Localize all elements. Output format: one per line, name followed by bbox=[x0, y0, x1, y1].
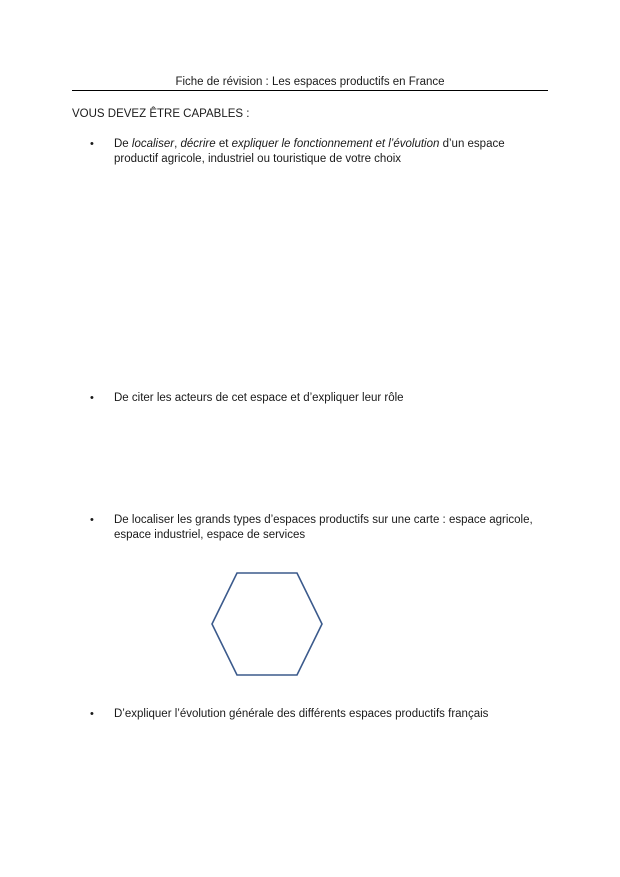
list-item-text bbox=[114, 513, 534, 543]
emphasis-text: décrire bbox=[180, 138, 216, 150]
text-run: , bbox=[174, 138, 181, 150]
list-item-text bbox=[114, 391, 534, 406]
list-item bbox=[90, 391, 510, 406]
list-item bbox=[90, 707, 510, 722]
text-run: et bbox=[215, 138, 232, 150]
bullet-dot: • bbox=[90, 708, 94, 720]
title-underline bbox=[72, 90, 548, 91]
text-run: d’un espace productif agricole, industriel ou touristique de votre choix bbox=[114, 138, 505, 165]
emphasis-text: expliquer le fonctionnement et l’évolution bbox=[231, 138, 440, 150]
text-run: De localiser les grands types d’espaces productifs sur une carte : espace agricole, espace industriel, espace de services bbox=[114, 514, 533, 541]
text-run: De bbox=[114, 138, 132, 150]
section-heading: VOUS DEVEZ ÊTRE CAPABLES : bbox=[72, 108, 250, 120]
list-item bbox=[90, 137, 510, 167]
text-run: De citer les acteurs de cet espace et d’expliquer leur rôle bbox=[114, 392, 404, 404]
list-item-text bbox=[114, 707, 534, 722]
hexagon-outline bbox=[212, 573, 322, 675]
bullet-dot: • bbox=[90, 392, 94, 404]
document-title: Fiche de révision : Les espaces productifs en France bbox=[175, 76, 445, 88]
bullet-dot: • bbox=[90, 514, 94, 526]
list-item-text bbox=[114, 137, 534, 167]
text-run: D’expliquer l’évolution générale des différents espaces productifs français bbox=[114, 708, 489, 720]
bullet-dot: • bbox=[90, 138, 94, 150]
hexagon-shape bbox=[211, 572, 325, 678]
list-item bbox=[90, 513, 533, 543]
emphasis-text: localiser bbox=[131, 138, 175, 150]
